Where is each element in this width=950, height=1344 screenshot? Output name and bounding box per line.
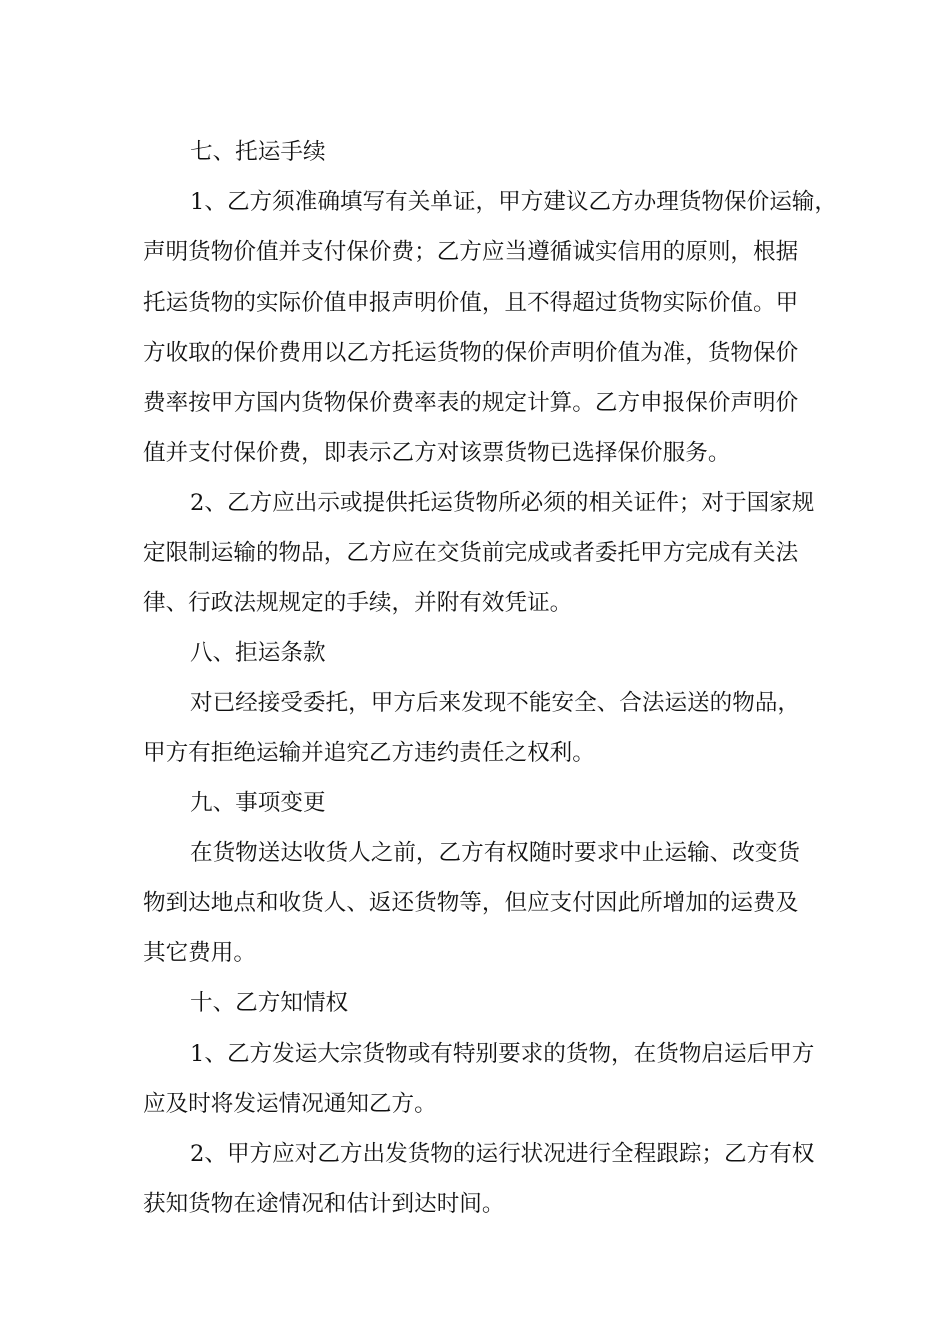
paragraph-line: 托运货物的实际价值申报声明价值，且不得超过货物实际价值。甲 xyxy=(143,290,799,316)
paragraph-line: 在货物送达收货人之前，乙方有权随时要求中止运输、改变货 xyxy=(190,840,801,866)
paragraph-line: 对已经接受委托，甲方后来发现不能安全、合法运送的物品， xyxy=(190,690,801,716)
paragraph-line: 甲方有拒绝运输并追究乙方违约责任之权利。 xyxy=(143,740,595,766)
paragraph-line: 2、甲方应对乙方出发货物的运行状况进行全程跟踪；乙方有权 xyxy=(190,1141,815,1167)
paragraph-line: 应及时将发运情况通知乙方。 xyxy=(143,1091,437,1117)
section-heading: 十、乙方知情权 xyxy=(190,990,349,1016)
paragraph-line: 其它费用。 xyxy=(143,940,256,966)
section-heading: 八、拒运条款 xyxy=(190,640,326,666)
section-heading: 七、托运手续 xyxy=(190,139,326,165)
paragraph-line: 获知货物在途情况和估计到达时间。 xyxy=(143,1191,505,1217)
paragraph-line: 费率按甲方国内货物保价费率表的规定计算。乙方申报保价声明价 xyxy=(143,390,799,416)
paragraph-line: 值并支付保价费，即表示乙方对该票货物已选择保价服务。 xyxy=(143,440,731,466)
paragraph-line: 1、乙方须准确填写有关单证，甲方建议乙方办理货物保价运输， xyxy=(190,189,837,215)
paragraph-line: 声明货物价值并支付保价费；乙方应当遵循诚实信用的原则，根据 xyxy=(143,239,799,265)
paragraph-line: 律、行政法规规定的手续，并附有效凭证。 xyxy=(143,590,573,616)
paragraph-line: 物到达地点和收货人、返还货物等，但应支付因此所增加的运费及 xyxy=(143,890,799,916)
section-heading: 九、事项变更 xyxy=(190,790,326,816)
paragraph-line: 2、乙方应出示或提供托运货物所必须的相关证件；对于国家规 xyxy=(190,490,815,516)
paragraph-line: 方收取的保价费用以乙方托运货物的保价声明价值为准，货物保价 xyxy=(143,340,799,366)
paragraph-line: 定限制运输的物品，乙方应在交货前完成或者委托甲方完成有关法 xyxy=(143,540,799,566)
paragraph-line: 1、乙方发运大宗货物或有特别要求的货物，在货物启运后甲方 xyxy=(190,1041,815,1067)
